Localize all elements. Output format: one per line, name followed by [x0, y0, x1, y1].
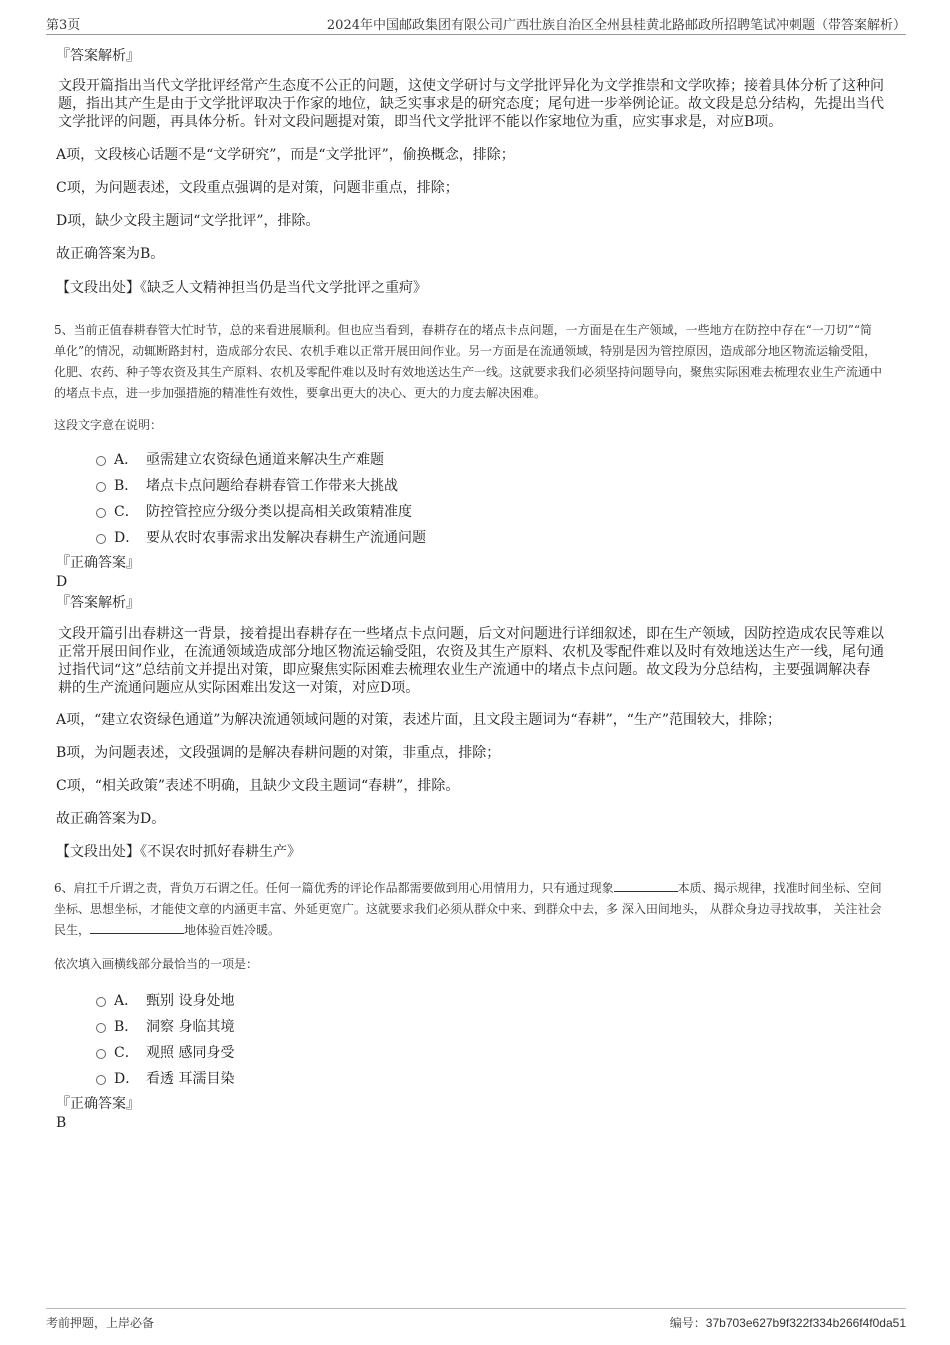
option-d[interactable]: D． 要从农时农事需求出发解决春耕生产流通问题 [56, 525, 884, 551]
question-6-options [56, 988, 884, 1092]
answer-value: B [56, 1115, 67, 1131]
page-number: 第3页 [46, 18, 81, 33]
option-a[interactable]: A． 甄别 设身处地 [56, 988, 884, 1014]
question-6-prompt: 依次填入画横线部分最恰当的一项是： [54, 957, 259, 971]
analysis-option-a: A项，“建立农资绿色通道”为解决流通领域问题的对策，表述片面，且文段主题词为“春耕”，“生产”范围较大，排除； [56, 712, 782, 728]
option-c[interactable]: C． 观照 感同身受 [56, 1040, 884, 1066]
page-footer [46, 1308, 906, 1330]
question-6-text: 6、肩扛千斤谓之责，背负万石谓之任。任何一篇优秀的评论作品都需要做到用心用情用力，只有通过现象 本质、揭示规律，找准时间坐标、空间坐标、思想坐标，才能使文章的内涵更丰富、外延更宽广。这就要求我们必须从群众中来、到群众中去，多 深入田间地头， 从群众身边寻找故事， 关注社会民生， 地体验百姓冷暖。 [54, 881, 882, 937]
option-a[interactable]: A． 亟需建立农资绿色通道来解决生产难题 [56, 447, 884, 473]
option-b[interactable]: B． 堵点卡点问题给春耕春管工作带来大挑战 [56, 473, 884, 499]
answer-label: 『正确答案』 [56, 555, 140, 571]
option-b[interactable]: B． 洞察 身临其境 [56, 1014, 884, 1040]
document-code: 编号：37b703e627b9f322f334b266f4f0da51 [669, 1316, 906, 1330]
radio-icon[interactable] [96, 456, 106, 466]
option-d[interactable]: D． 看透 耳濡目染 [56, 1066, 884, 1092]
radio-icon[interactable] [96, 1049, 106, 1059]
analysis-text: 文段开篇引出春耕这一背景，接着提出春耕存在一些堵点卡点问题，后文对问题进行详细叙述，即在生产领域，因防控造成农民等难以正常开展田间作业，在流通领域造成部分地区物流运输受阻，农资及其生产原料、农机及零配件难以及时有效地送达生产一线，尾句通过指代词“这”总结前文并提出对策，即应聚焦实际困难去梳理农业生产流通中的堵点卡点问题。故文段为分总结构，主要强调解决春耕的生产流通问题应从实际困难出发这一对策，对应D项。 [58, 626, 884, 696]
radio-icon[interactable] [96, 482, 106, 492]
radio-icon[interactable] [96, 1075, 106, 1085]
analysis-text: 文段开篇指出当代文学批评经常产生态度不公正的问题，这使文学研讨与文学批评异化为文学推崇和文学吹捧；接着具体分析了这种问题，指出其产生是由于文学批评取决于作家的地位，缺乏实事求是的研究态度；尾句进一步举例论证。故文段是总分结构，先提出当代文学批评的问题，再具体分析。针对文段问题提对策，即当代文学批评不能以作家地位为重，应实事求是，对应B项。 [58, 78, 884, 130]
option-c[interactable]: C． 防控管控应分级分类以提高相关政策精准度 [56, 499, 884, 525]
radio-icon[interactable] [96, 1023, 106, 1033]
analysis-label: 『答案解析』 [56, 48, 140, 64]
analysis-option-c: C项，“相关政策”表述不明确，且缺少文段主题词“春耕”，排除。 [56, 778, 460, 794]
question-5-text: 5、当前正值春耕春管大忙时节，总的来看进展顺利。但也应当看到，春耕存在的堵点卡点问题，一方面是在生产领域，一些地方在防控中存在“一刀切”“简单化”的情况，动辄断路封村，造成部分农民、农机手难以正常开展田间作业。另一方面是在流通领域，特别是因为管控原因，造成部分地区物流运输受阻，化肥、农药、种子等农资及其生产原料、农机及零配件难以及时有效地送达生产一线。这就要求我们必须坚持问题导向，聚焦实际困难去梳理农业生产流通中的堵点卡点，进一步加强措施的精准性有效性，要拿出更大的决心、更大的力度去解决困难。 [54, 323, 883, 400]
answer-label: 『正确答案』 [56, 1096, 140, 1112]
question-5-options [56, 447, 884, 551]
document-title: 2024年中国邮政集团有限公司广西壮族自治区全州县桂黄北路邮政所招聘笔试冲刺题（带答案解析） [326, 18, 906, 33]
page-header [46, 12, 906, 35]
source: 【文段出处】《缺乏人文精神担当仍是当代文学批评之重疴》 [56, 280, 427, 296]
document-body [56, 40, 884, 1131]
conclusion: 故正确答案为D。 [56, 811, 166, 827]
analysis-option-a: A项，文段核心话题不是“文学研究”，而是“文学批评”，偷换概念，排除； [56, 147, 515, 163]
radio-icon[interactable] [96, 997, 106, 1007]
analysis-label: 『答案解析』 [56, 595, 140, 611]
radio-icon[interactable] [96, 508, 106, 518]
fill-blank-2 [90, 921, 184, 934]
analysis-option-b: B项，为问题表述，文段强调的是解决春耕问题的对策，非重点，排除； [56, 745, 501, 761]
answer-value: D [56, 574, 68, 590]
question-5-prompt: 这段文字意在说明： [54, 418, 163, 432]
radio-icon[interactable] [96, 534, 106, 544]
conclusion: 故正确答案为B。 [56, 246, 165, 262]
source: 【文段出处】《不误农时抓好春耕生产》 [56, 844, 301, 860]
fill-blank-1 [614, 879, 678, 892]
analysis-option-c: C项，为问题表述，文段重点强调的是对策，问题非重点，排除； [56, 180, 459, 196]
footer-slogan: 考前押题，上岸必备 [46, 1316, 155, 1330]
analysis-option-d: D项，缺少文段主题词“文学批评”，排除。 [56, 213, 320, 229]
